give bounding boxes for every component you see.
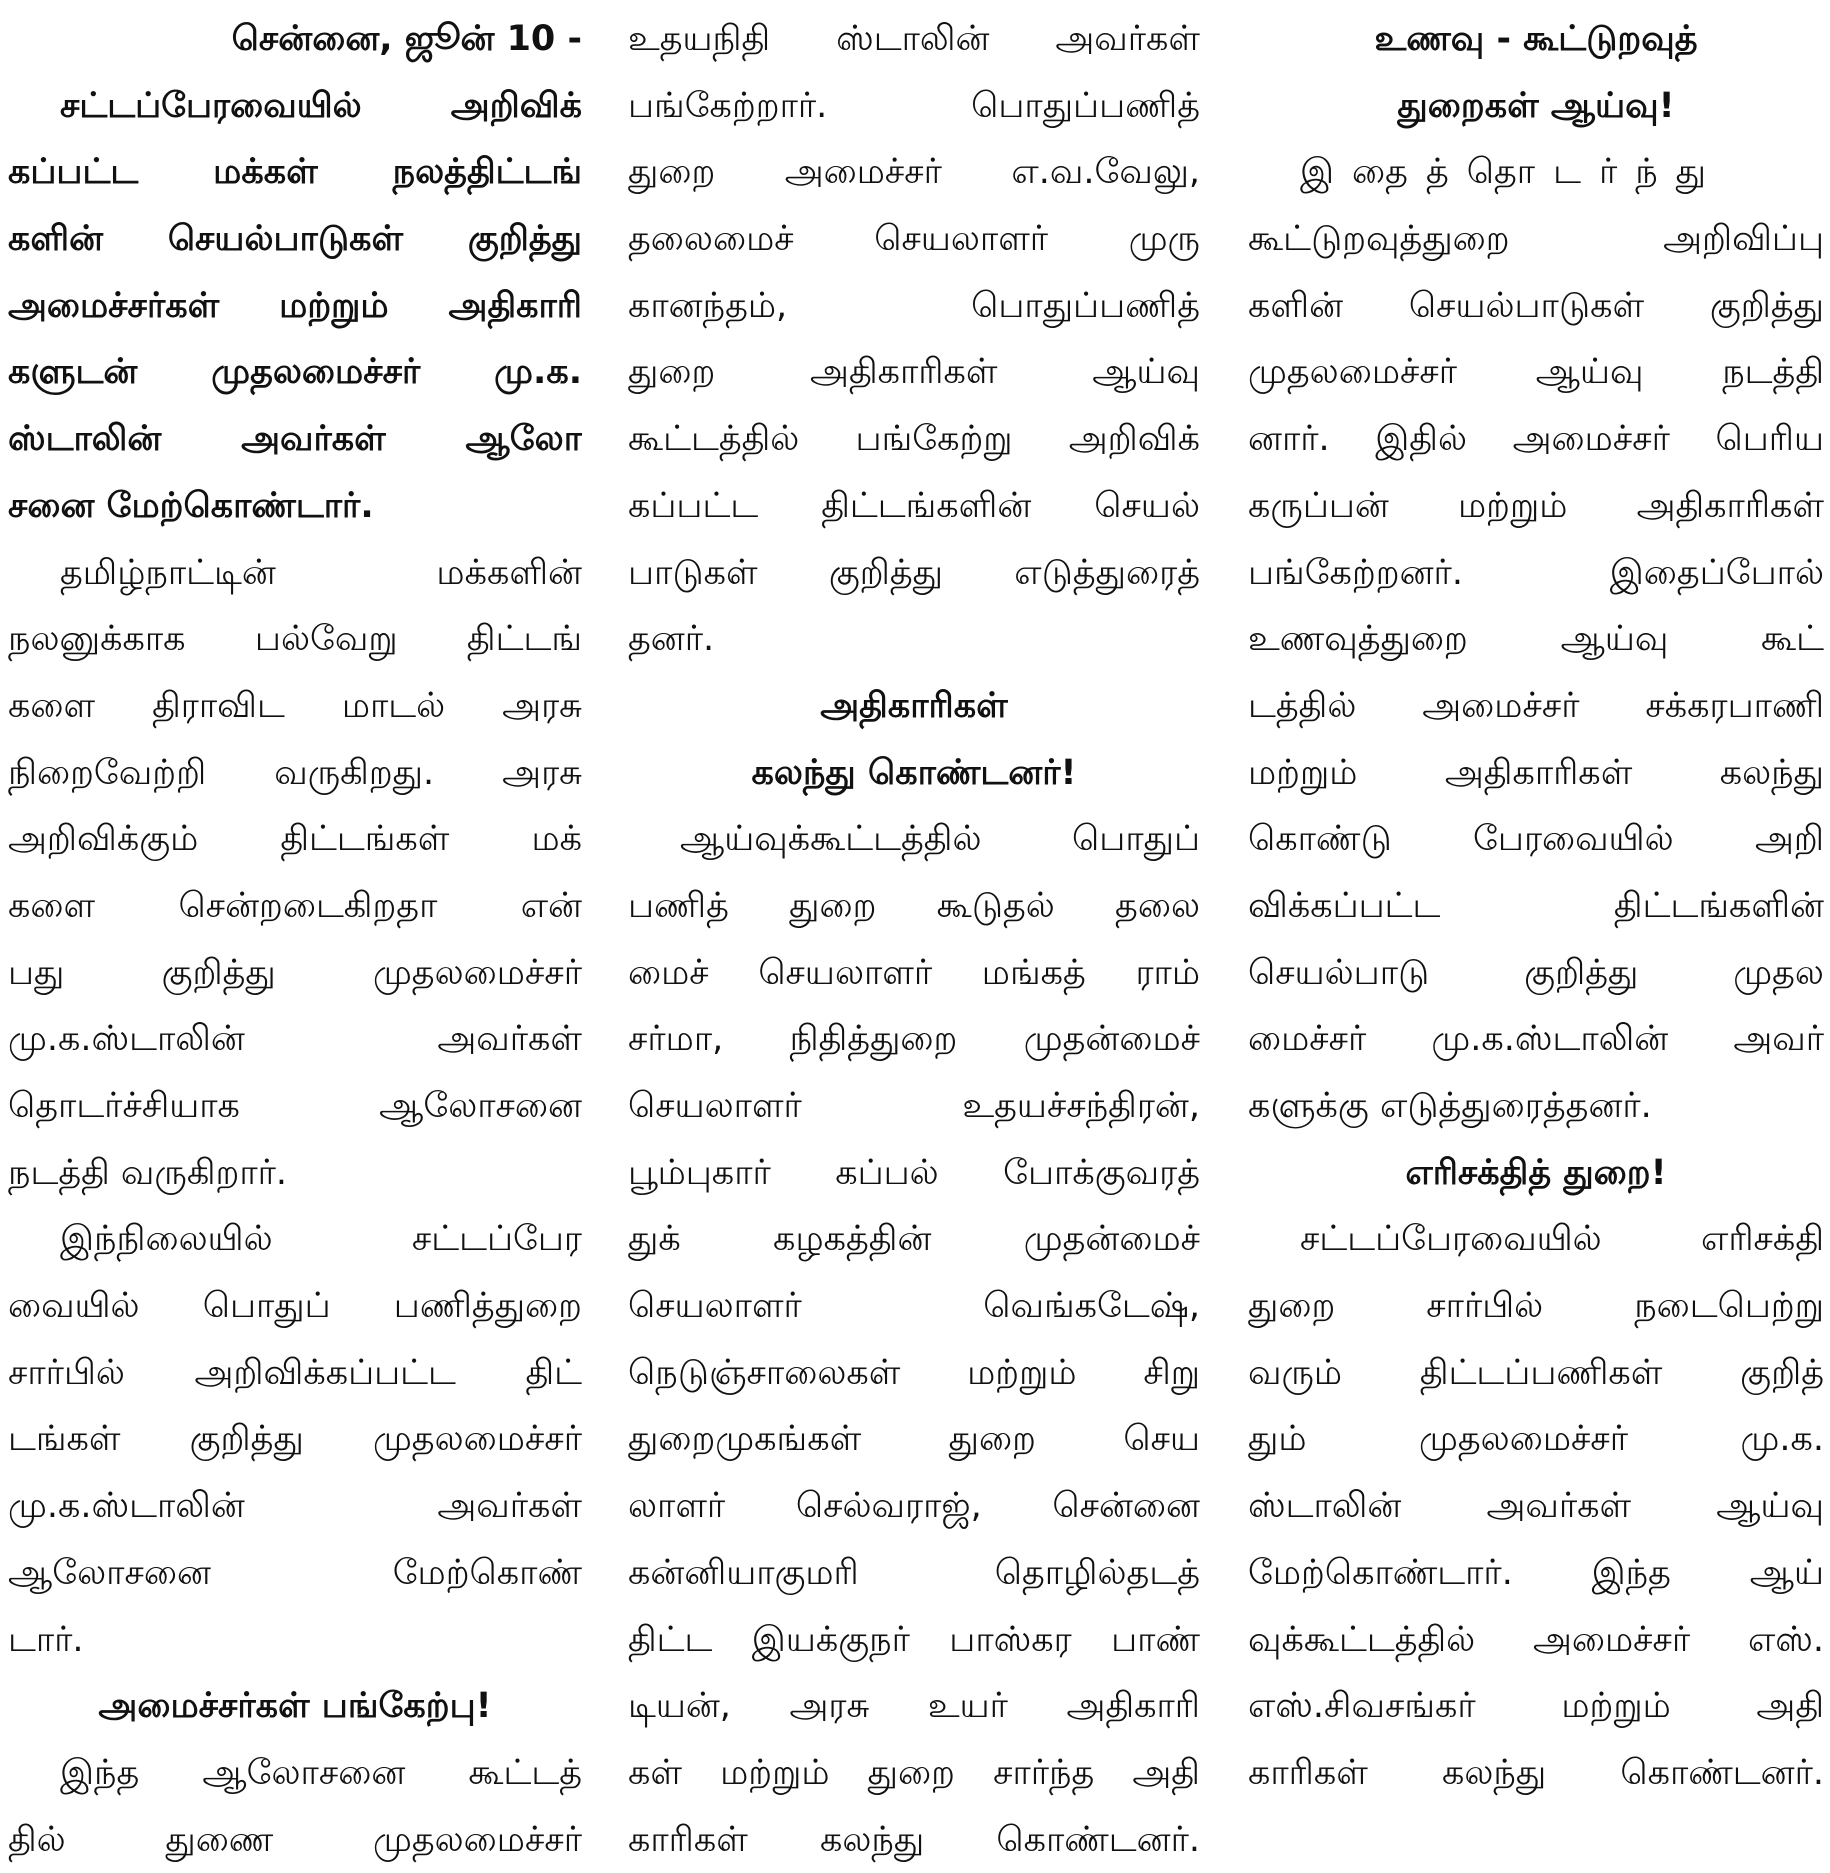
text-line: ஆலோசனை மேற்கொண் [8, 1552, 582, 1593]
text-line: மைச்சர் மு.க.ஸ்டாலின் அவர் [1248, 1019, 1824, 1060]
text-line: களுக்கு எடுத்துரைத்தனர். [1248, 1086, 1652, 1126]
text-line: அமைச்சர்கள் மற்றும் அதிகாரி [8, 285, 582, 326]
text-line: தில் துணை முதலமைச்சர் [8, 1819, 582, 1860]
text-line: சர்மா, நிதித்துறை முதன்மைச் [628, 1019, 1200, 1060]
text-line: களின் செயல்பாடுகள் குறித்து [8, 219, 582, 260]
text-line: தலைமைச் செயலாளர் முரு [628, 219, 1200, 260]
text-line: டத்தில் அமைச்சர் சக்கரபாணி [1248, 685, 1824, 726]
text-line: ஸ்டாலின் அவர்கள் ஆய்வு [1248, 1486, 1824, 1527]
text-line: செயலாளர் உதயச்சந்திரன், [628, 1086, 1200, 1126]
text-line: பாடுகள் குறித்து எடுத்துரைத் [628, 552, 1200, 593]
text-line: துறை அமைச்சர் எ.வ.வேலு, [628, 152, 1200, 193]
text-line: மு.க.ஸ்டாலின் அவர்கள் [8, 1019, 582, 1060]
text-line: இந்த ஆலோசனை கூட்டத் [60, 1752, 582, 1793]
text-line: சட்டப்பேரவையில் அறிவிக் [60, 85, 582, 126]
text-line: பது குறித்து முதலமைச்சர் [8, 952, 582, 993]
text-line: காரிகள் கலந்து கொண்டனர். [1248, 1752, 1824, 1793]
text-line: நிறைவேற்றி வருகிறது. அரசு [8, 752, 582, 793]
text-line: னார். இதில் அமைச்சர் பெரிய [1248, 419, 1824, 460]
text-line: உதயநிதி ஸ்டாலின் அவர்கள் [628, 19, 1200, 59]
text-line: நடத்தி வருகிறார். [8, 1152, 288, 1193]
text-line: இந்நிலையில் சட்டப்பேர [60, 1219, 582, 1260]
text-line: கள் மற்றும் துறை சார்ந்த அதி [628, 1752, 1200, 1793]
text-line: டங்கள் குறித்து முதலமைச்சர் [8, 1419, 582, 1460]
text-line: களின் செயல்பாடுகள் குறித்து [1248, 285, 1824, 326]
text-line: ஸ்டாலின் அவர்கள் ஆலோ [8, 419, 582, 460]
text-line: கப்பட்ட மக்கள் நலத்திட்டங் [8, 152, 582, 193]
text-line: இதைத்தொடர்ந்து [1300, 152, 1725, 193]
text-line: சனை மேற்கொண்டார். [8, 485, 374, 526]
column-1 [8, 6, 582, 1873]
text-line: வையில் பொதுப் பணித்துறை [8, 1286, 582, 1327]
text-line: தும் முதலமைச்சர் மு.க. [1248, 1419, 1824, 1460]
text-line: சார்பில் அறிவிக்கப்பட்ட திட் [8, 1352, 582, 1393]
column-2 [628, 6, 1200, 1873]
text-line: காரிகள் கலந்து கொண்டனர். [628, 1819, 1200, 1860]
section-heading: அமைச்சர்கள் பங்கேற்பு! [98, 1686, 492, 1727]
text-line: கொண்டு பேரவையில் அறி [1248, 819, 1824, 860]
text-line: திட்ட இயக்குநர் பாஸ்கர பாண் [628, 1619, 1200, 1660]
text-line: வரும் திட்டப்பணிகள் குறித் [1248, 1352, 1824, 1393]
text-line: மு.க.ஸ்டாலின் அவர்கள் [8, 1486, 582, 1527]
text-line: களை சென்றடைகிறதா என் [8, 885, 582, 926]
section-heading: அதிகாரிகள் [820, 685, 1008, 726]
text-line: மேற்கொண்டார். இந்த ஆய் [1248, 1552, 1824, 1593]
text-line: களை திராவிட மாடல் அரசு [8, 685, 582, 726]
text-line: தமிழ்நாட்டின் மக்களின் [60, 552, 582, 593]
text-line: பூம்புகார் கப்பல் போக்குவரத் [628, 1152, 1200, 1193]
section-heading: உணவு - கூட்டுறவுத் [1374, 19, 1698, 59]
text-line: கருப்பன் மற்றும் அதிகாரிகள் [1248, 485, 1824, 526]
text-line: லாளர் செல்வராஜ், சென்னை [628, 1486, 1200, 1527]
text-line: எஸ்.சிவசங்கர் மற்றும் அதி [1248, 1686, 1824, 1727]
text-line: மைச் செயலாளர் மங்கத் ராம் [628, 952, 1200, 993]
text-line: தனர். [628, 619, 715, 660]
text-line: கன்னியாகுமரி தொழில்தடத் [628, 1552, 1200, 1593]
text-line: வுக்கூட்டத்தில் அமைச்சர் எஸ். [1248, 1619, 1824, 1660]
text-line: தொடர்ச்சியாக ஆலோசனை [8, 1086, 582, 1126]
text-line: அறிவிக்கும் திட்டங்கள் மக் [8, 819, 582, 860]
text-line: துக் கழகத்தின் முதன்மைச் [628, 1219, 1200, 1260]
text-line: துறைமுகங்கள் துறை செய [628, 1419, 1200, 1460]
text-line: பங்கேற்றனர். இதைப்போல் [1248, 552, 1824, 593]
text-line: துறை அதிகாரிகள் ஆய்வு [628, 352, 1200, 393]
text-line: கூட்டுறவுத்துறை அறிவிப்பு [1248, 219, 1824, 260]
text-line: துறை சார்பில் நடைபெற்று [1248, 1286, 1824, 1327]
text-line: நெடுஞ்சாலைகள் மற்றும் சிறு [628, 1352, 1200, 1393]
text-line: நலனுக்காக பல்வேறு திட்டங் [8, 619, 582, 660]
text-line: டியன், அரசு உயர் அதிகாரி [628, 1686, 1200, 1727]
section-heading: கலந்து கொண்டனர்! [751, 752, 1077, 793]
text-line: மற்றும் அதிகாரிகள் கலந்து [1248, 752, 1824, 793]
text-line: சென்னை, ஜூன் 10 - [231, 19, 582, 59]
text-line: செயல்பாடு குறித்து முதல [1248, 952, 1824, 993]
column-3 [1248, 6, 1824, 1807]
text-line: செயலாளர் வெங்கடேஷ், [628, 1286, 1200, 1327]
text-line: டார். [8, 1619, 84, 1660]
text-line: விக்கப்பட்ட திட்டங்களின் [1248, 885, 1824, 926]
text-line: ஆய்வுக்கூட்டத்தில் பொதுப் [680, 819, 1200, 860]
text-line: பணித் துறை கூடுதல் தலை [628, 885, 1200, 926]
text-line: கானந்தம், பொதுப்பணித் [628, 285, 1200, 326]
text-line: கூட்டத்தில் பங்கேற்று அறிவிக் [628, 419, 1200, 460]
section-heading: துறைகள் ஆய்வு! [1397, 85, 1675, 126]
text-line: சட்டப்பேரவையில் எரிசக்தி [1300, 1219, 1824, 1260]
text-line: முதலமைச்சர் ஆய்வு நடத்தி [1248, 352, 1824, 393]
section-heading: எரிசக்தித் துறை! [1405, 1152, 1667, 1193]
text-line: உணவுத்துறை ஆய்வு கூட் [1248, 619, 1824, 660]
text-line: களுடன் முதலமைச்சர் மு.க. [8, 352, 582, 393]
text-line: பங்கேற்றார். பொதுப்பணித் [628, 85, 1200, 126]
text-line: கப்பட்ட திட்டங்களின் செயல் [628, 485, 1200, 526]
